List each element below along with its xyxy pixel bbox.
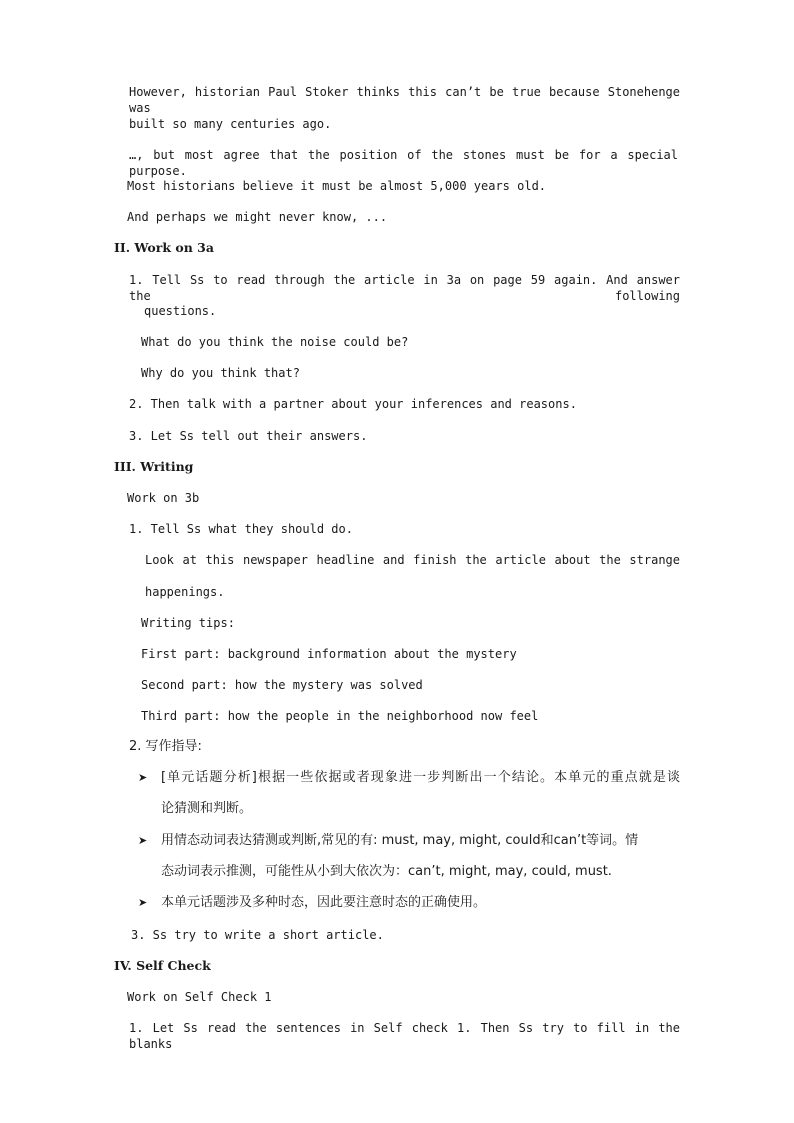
sub-heading: Work on 3b: [127, 491, 200, 505]
intro-line-1: However, historian Paul Stoker thinks this can’t be true because Stonehenge was: [129, 85, 680, 115]
section-heading-self-check: IV. Self Check: [114, 958, 211, 973]
arrowhead-bullet-icon: ➤: [138, 771, 148, 784]
instruction-line: Look at this newspaper headline and finish the article about the strange: [145, 553, 680, 567]
intro-line-4: Most historians believe it must be almost 5,000 years old.: [127, 179, 547, 193]
tip-line: Third part: how the people in the neighborhood now feel: [141, 709, 539, 723]
instruction-line: happenings.: [145, 585, 225, 599]
list-item: 3. Let Ss tell out their answers.: [129, 429, 368, 443]
section-heading-writing: III. Writing: [114, 459, 194, 474]
arrowhead-bullet-icon: ➤: [138, 896, 148, 909]
intro-line-2: built so many centuries ago.: [129, 117, 332, 131]
tip-line: Second part: how the mystery was solved: [141, 678, 423, 692]
intro-line-3: …, but most agree that the position of the stones must be for a special purpose.: [129, 148, 678, 178]
section-heading-work-on-3a: II. Work on 3a: [114, 240, 214, 255]
list-item-continuation: questions.: [144, 304, 217, 318]
bullet-text: [单元话题分析]根据一些依据或者现象进一步判断出一个结论。本单元的重点就是谈: [161, 770, 680, 785]
bullet-text: 用情态动词表达猜测或判断,常见的有: must, may, might, could和can’t等词。情: [161, 833, 639, 848]
sub-heading: Work on Self Check 1: [127, 990, 272, 1004]
list-item: 1. Let Ss read the sentences in Self check 1. Then Ss try to fill in the blanks: [129, 1021, 680, 1051]
bullet-text: 本单元话题涉及多种时态，因此要注意时态的正确使用。: [161, 895, 487, 910]
intro-line-5: And perhaps we might never know, ...: [127, 210, 388, 224]
tips-label: Writing tips:: [141, 616, 235, 630]
list-item: 2. Then talk with a partner about your inferences and reasons.: [129, 397, 577, 411]
bullet-text-continuation: 论猜测和判断。: [161, 801, 253, 816]
list-item: 1. Tell Ss to read through the article in 3a on page 59 again. And answer the following: [129, 273, 680, 303]
list-item: 3. Ss try to write a short article.: [131, 928, 384, 942]
question-line: What do you think the noise could be?: [141, 335, 409, 349]
tip-line: First part: background information about the mystery: [141, 647, 517, 661]
bullet-text-continuation: 态动词表示推测，可能性从小到大依次为：can’t, might, may, could, must.: [161, 864, 612, 879]
question-line: Why do you think that?: [141, 366, 300, 380]
list-item: 2. 写作指导:: [129, 739, 202, 754]
arrowhead-bullet-icon: ➤: [138, 834, 148, 847]
list-item: 1. Tell Ss what they should do.: [129, 522, 353, 536]
